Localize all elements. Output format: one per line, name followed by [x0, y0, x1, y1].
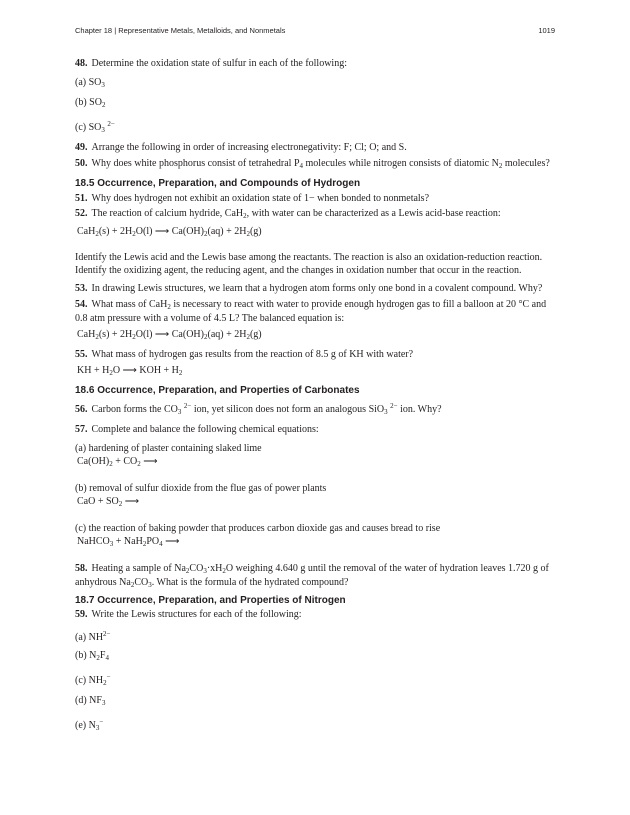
q52-equation: $CaH_2(s) + 2H_2O(l)$ ⟶ $Ca(OH)_2(aq) + 2H_2(g)$: [77, 225, 262, 238]
question-53: 53. In drawing Lewis structures, we learn that a hydrogen atom forms only one bond in a covalent compound. Why?: [75, 283, 543, 294]
page-header: [75, 26, 555, 35]
question-52: 52. The reaction of calcium hydride, CaH$_2$, with water can be characterized as a Lewis acid-base reaction:: [75, 208, 501, 220]
q59-part-d: (d) $NF_3$: [75, 695, 106, 707]
q55-equation: KH + $H_2O$ ⟶ KOH + $H_2$: [77, 364, 183, 377]
question-58: 58. Heating a sample of $Na_2CO_3\cdot xH_2O$ weighing 4.640 g until the removal of the water of hydration leaves 1.720 g of anhydrous $Na_2CO_3$. What is the formula of the hydrated compound?: [75, 562, 549, 589]
q48-part-a: (a) $SO_3$: [75, 76, 105, 89]
question-50: 50. Why does white phosphorus consist of tetrahedral $P_4$ molecules while nitrogen consists of diatomic $N_2$ molecules?: [75, 157, 550, 170]
q59-part-e: (e) $N_3^-$: [75, 717, 104, 732]
question-59: 59. Write the Lewis structures for each of the following:: [75, 609, 302, 620]
chapter-title: Chapter 18 | Representative Metals, Metalloids, and Nonmetals: [75, 26, 286, 35]
question-51: 51. Why does hydrogen not exhibit an oxidation state of 1− when bonded to nonmetals?: [75, 192, 430, 204]
q59-part-b: (b) $N_2F_4$: [75, 650, 109, 662]
q57-b-equation: CaO + $SO_2$ ⟶: [77, 496, 140, 508]
section-heading-18-5: 18.5 Occurrence, Preparation, and Compounds of Hydrogen: [75, 178, 361, 189]
section-heading-18-7: 18.7 Occurrence, Preparation, and Properties of Nitrogen: [75, 594, 346, 606]
q57-part-b: (b) removal of sulfur dioxide from the flue gas of power plants: [75, 482, 327, 494]
q54-equation: $CaH_2(s) + 2H_2O(l)$ ⟶ $Ca(OH)_2(aq) + 2H_2(g)$: [77, 328, 262, 341]
section-heading-18-6: 18.6 Occurrence, Preparation, and Properties of Carbonates: [75, 385, 360, 396]
question-57: 57. Complete and balance the following chemical equations:: [75, 424, 319, 435]
question-49: 49. Arrange the following in order of increasing electronegativity: F; Cl; O; and S.: [75, 142, 407, 153]
page-number: 1019: [538, 26, 555, 35]
q59-part-c: (c) $NH_2^-$: [75, 672, 111, 687]
question-56: 56. Carbon forms the $CO_3$ $^{2-}$ ion, yet silicon does not form an analogous SiO$_3$ $^{2-}$ ion. Why?: [75, 401, 442, 416]
question-48: 48. Determine the oxidation state of sulfur in each of the following:: [75, 58, 347, 69]
question-54: 54. What mass of CaH$_2$ is necessary to react with water to provide enough hydrogen gas to fill a balloon at 20 °C and 0.8 atm pressure with a volume of 4.5 L? The balanced equation is:: [75, 298, 547, 324]
q48-part-c: (c) $SO_3$ $^{2-}$: [75, 119, 115, 134]
question-55: 55. What mass of hydrogen gas results from the reaction of 8.5 g of KH with water?: [75, 349, 414, 360]
exercise-list: [75, 58, 557, 740]
q57-a-equation: $Ca(OH)_2 + CO_2$ ⟶: [77, 456, 158, 468]
q48-part-b: (b) $SO_2$: [75, 97, 106, 109]
q57-part-c: (c) the reaction of baking powder that produces carbon dioxide gas and causes bread to rise: [75, 522, 441, 534]
q59-part-a: (a) $NH^{2-}$: [75, 629, 111, 643]
q57-part-a: (a) hardening of plaster containing slaked lime: [75, 442, 262, 454]
q52-followup: Identify the Lewis acid and the Lewis base among the reactants. The reaction is also an oxidation-reduction reaction. Identify the oxidizing agent, the reducing agent, and the changes in oxidation number that occur in the reaction.: [75, 252, 543, 276]
q57-c-equation: NaHCO$_3$ + $NaH_2PO_4$ ⟶: [77, 536, 180, 548]
